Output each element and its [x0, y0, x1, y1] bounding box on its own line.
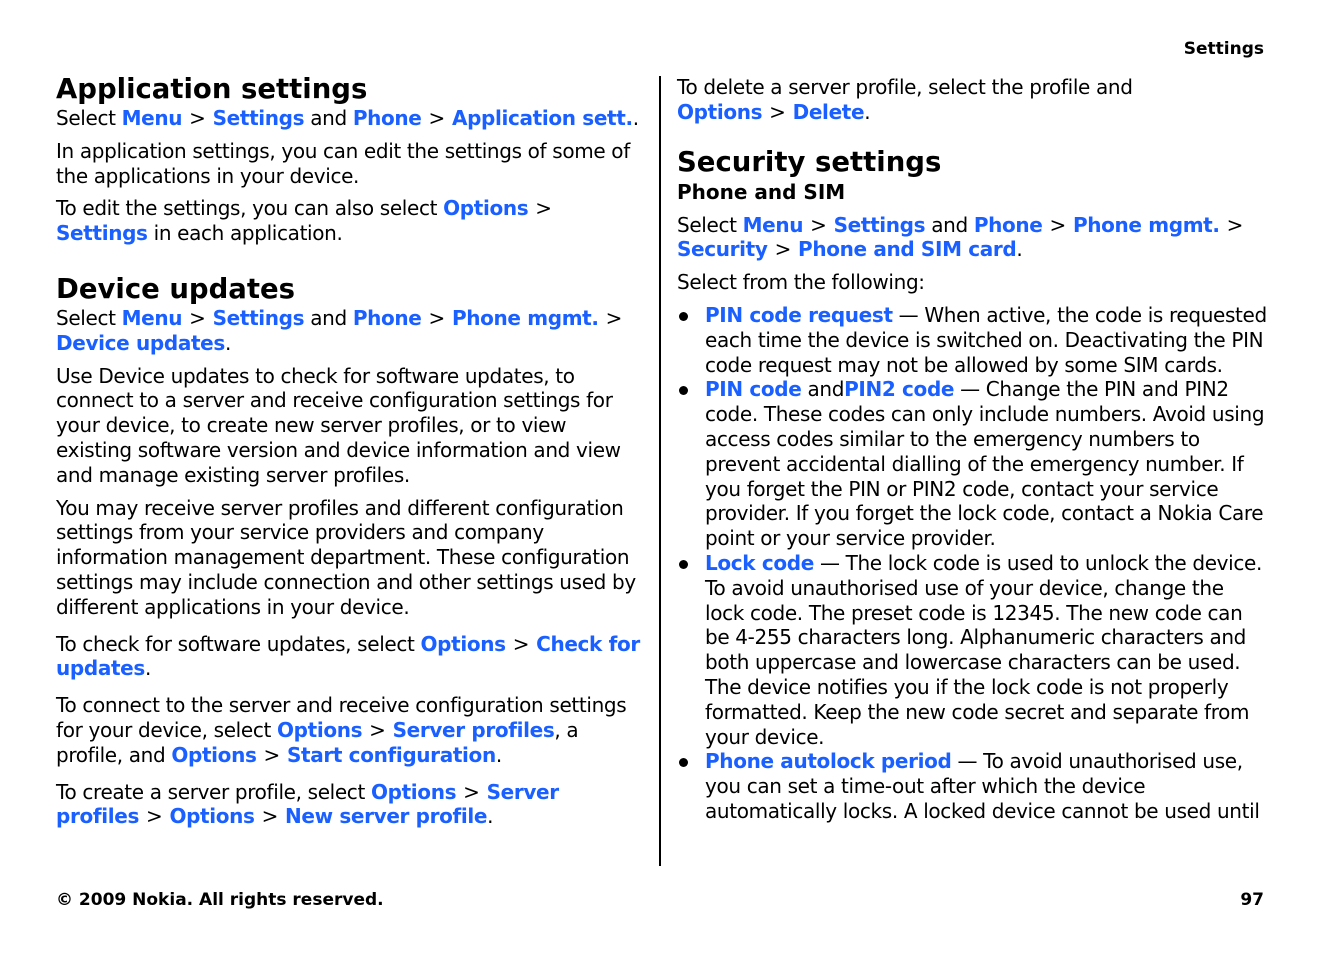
list-item: PIN code andPIN2 code — Change the PIN and PIN2 code. These codes can only include numbers. Avoid using access codes similar to the emergency numbers to prevent accidental dialling of the emergency number. If you forget the PIN or PIN2 code, contact your service provider. If you forget the lock code, contact a Nokia Care point or your service provider.: [677, 377, 1267, 551]
heading-device-updates: Device updates: [56, 272, 296, 305]
heading-security-settings: Security settings: [677, 145, 942, 178]
copyright: © 2009 Nokia. All rights reserved.: [56, 890, 384, 910]
server-profiles-info: You may receive server profiles and different configuration settings from your service providers and company information management department. These configuration settings may include connection and other settings used by different applications in your device.: [56, 495, 636, 619]
bullet-icon: [679, 386, 688, 395]
link-new-server-profile[interactable]: New server profile: [285, 804, 488, 829]
link-delete[interactable]: Delete: [792, 99, 865, 124]
link-pin2-code[interactable]: PIN2 code: [844, 377, 955, 402]
link-menu[interactable]: Menu: [121, 106, 183, 130]
list-item: PIN code request — When active, the code is requested each time the device is switched on. Deactivating the PIN code request may not be allowed by some SIM cards.: [677, 303, 1267, 377]
running-header: Settings: [1183, 39, 1264, 59]
link-options[interactable]: Options: [420, 631, 506, 656]
security-path: Select Menu > Settings and Phone > Phone mgmt. > Security > Phone and SIM card.: [677, 212, 1244, 262]
link-options[interactable]: Options: [171, 742, 257, 767]
link-application-sett[interactable]: Application sett.: [451, 106, 633, 130]
link-start-configuration[interactable]: Start configuration: [286, 742, 496, 767]
device-updates-intro: Use Device updates to check for software updates, to connect to a server and receive configuration settings for your device, to create new server profiles, or to view existing software version and device information and view and manage existing server profiles.: [56, 363, 621, 487]
check-updates-instruction: To check for software updates, select Options > Check for updates.: [56, 631, 640, 681]
link-pin-code[interactable]: PIN code: [705, 377, 802, 402]
subheading-phone-and-sim: Phone and SIM: [677, 179, 846, 204]
link-server-profiles[interactable]: Server profiles: [56, 779, 559, 829]
link-options[interactable]: Options: [276, 717, 363, 742]
link-options[interactable]: Options: [677, 99, 763, 124]
column-divider: [659, 76, 661, 866]
bullet-icon: [679, 758, 688, 767]
link-security[interactable]: Security: [677, 237, 768, 262]
link-options[interactable]: Options: [169, 804, 255, 829]
link-device-updates[interactable]: Device updates: [56, 330, 225, 355]
link-lock-code[interactable]: Lock code: [705, 550, 814, 575]
link-phone[interactable]: Phone: [352, 106, 422, 130]
bullet-icon: [679, 560, 688, 569]
application-settings-path: Select Menu > Settings and Phone > Application sett..: [56, 106, 639, 130]
link-check-for-updates[interactable]: Check for updates: [56, 631, 640, 681]
link-menu[interactable]: Menu: [742, 212, 804, 237]
create-profile-instruction: To create a server profile, select Options > Server profiles > Options > New server profile.: [56, 779, 559, 829]
link-options[interactable]: Options: [443, 196, 529, 221]
link-settings[interactable]: Settings: [212, 305, 305, 330]
link-settings[interactable]: Settings: [212, 106, 305, 130]
right-column: [677, 75, 1267, 824]
link-settings[interactable]: Settings: [56, 221, 148, 246]
left-column: [56, 72, 646, 829]
list-item: Lock code — The lock code is used to unlock the device. To avoid unauthorised use of your device, change the lock code. The preset code is 12345. The new code can be 4-255 characters long. Alphanumeric characters and both uppercase and lowercase characters can be used. The device notifies you if the lock code is not properly formatted. Keep the new code secret and separate from your device.: [677, 551, 1267, 749]
application-settings-edit: To edit the settings, you can also select Options > Settings in each application.: [56, 196, 552, 246]
bullet-icon: [679, 312, 688, 321]
connect-server-instruction: To connect to the server and receive configuration settings for your device, select Options > Server profiles, a profile, and Options > Start configuration.: [56, 693, 627, 767]
delete-profile-instruction: To delete a server profile, select the profile and Options > Delete.: [677, 75, 1133, 124]
link-menu[interactable]: Menu: [121, 305, 183, 330]
link-phone-mgmt[interactable]: Phone mgmt.: [1072, 212, 1220, 237]
link-phone-mgmt[interactable]: Phone mgmt.: [451, 305, 599, 330]
link-server-profiles[interactable]: Server profiles: [392, 717, 555, 742]
link-phone-and-sim-card[interactable]: Phone and SIM card: [798, 237, 1017, 262]
link-phone[interactable]: Phone: [352, 305, 422, 330]
device-updates-path: Select Menu > Settings and Phone > Phone mgmt. > Device updates.: [56, 305, 623, 355]
link-options[interactable]: Options: [370, 779, 457, 804]
link-settings[interactable]: Settings: [833, 212, 926, 237]
heading-application-settings: Application settings: [56, 73, 368, 105]
application-settings-intro: In application settings, you can edit the settings of some of the applications in your device.: [56, 138, 630, 188]
list-item: Phone autolock period — To avoid unauthorised use, you can set a time-out after which the device automatically locks. A locked device cannot be used until: [677, 749, 1267, 823]
security-options-list: [677, 303, 1267, 824]
select-following: Select from the following:: [677, 270, 925, 295]
link-pin-code-request[interactable]: PIN code request: [705, 302, 893, 327]
link-phone[interactable]: Phone: [973, 212, 1043, 237]
page-number: 97: [1240, 890, 1264, 910]
link-phone-autolock-period[interactable]: Phone autolock period: [705, 749, 952, 774]
